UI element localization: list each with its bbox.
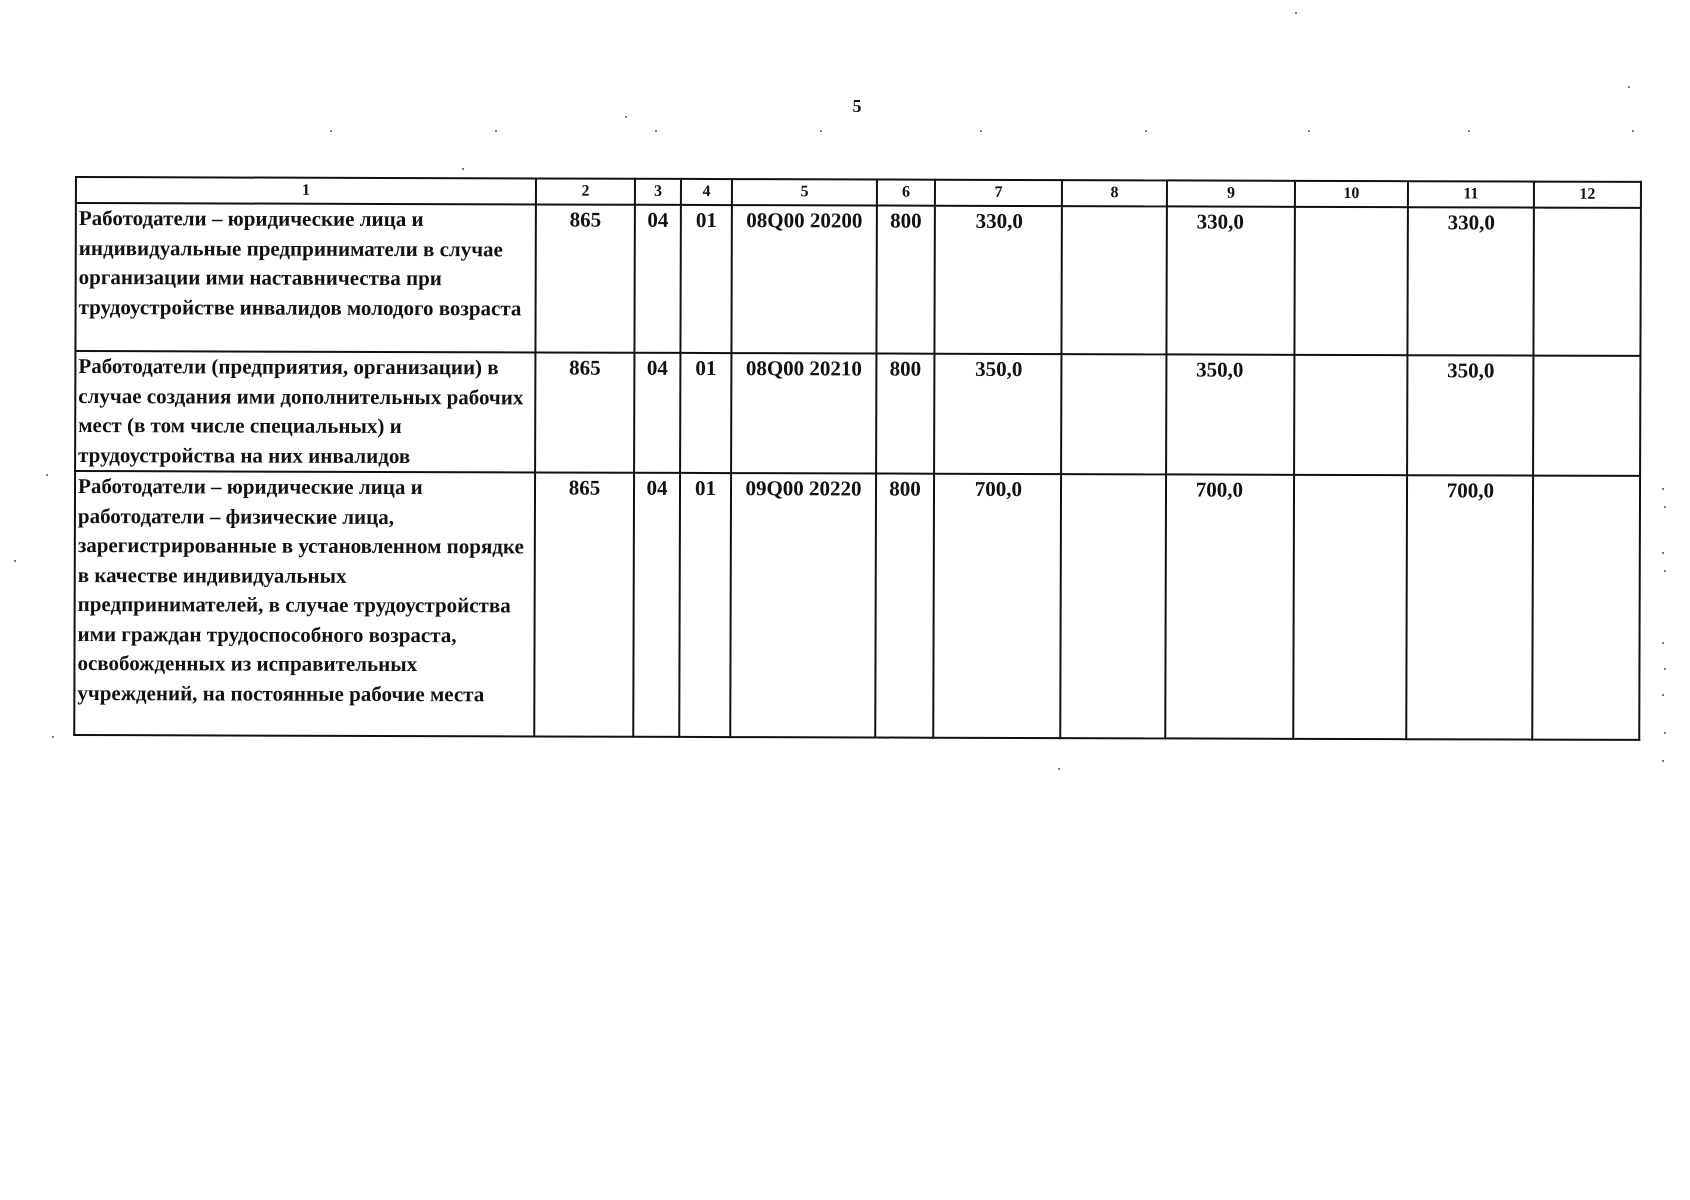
column-header: 9: [1167, 180, 1295, 206]
scan-speck: [1662, 552, 1664, 554]
scan-speck: [625, 116, 627, 118]
cell-col7: 350,0: [934, 354, 1061, 474]
scan-speck: [1308, 130, 1310, 132]
scan-speck: [1058, 768, 1060, 770]
cell-col10: [1293, 475, 1407, 739]
scan-speck: [1468, 130, 1470, 132]
scan-speck: [330, 130, 332, 132]
cell-col2: 865: [535, 352, 634, 472]
column-header: 2: [536, 178, 635, 204]
column-header: 1: [76, 177, 536, 204]
table-row: [74, 471, 1640, 740]
table-row: [75, 351, 1640, 476]
cell-col9: 700,0: [1165, 474, 1294, 738]
scan-speck: [1632, 130, 1634, 132]
page-number: 5: [852, 96, 862, 116]
cell-col2: 865: [534, 472, 634, 736]
scan-speck: [1628, 86, 1630, 88]
scan-speck: [14, 560, 16, 562]
cell-col3: 04: [634, 353, 680, 473]
cell-col4: 01: [679, 473, 731, 737]
cell-col10: [1294, 207, 1407, 355]
scan-speck: [462, 168, 464, 170]
column-header: 8: [1062, 180, 1167, 206]
row-description: Работодатели (предприятия, организации) в случае создания ими дополнительных рабочих мест (в том числе специальных) и трудоустройства на них инвалидов: [75, 351, 535, 472]
scan-speck: [1145, 130, 1147, 132]
cell-col11: 700,0: [1406, 475, 1533, 739]
scan-speck: [1662, 760, 1664, 762]
scan-speck: [1662, 642, 1664, 644]
cell-col9: 350,0: [1166, 354, 1294, 474]
cell-col6: 800: [875, 474, 934, 738]
cell-col5: 08Q00 20210: [731, 353, 876, 473]
scan-speck: [1664, 570, 1666, 572]
column-header: 11: [1408, 181, 1534, 207]
row-description: Работодатели – юридические лица и работодатели – физические лица, зарегистрированные в установленном порядке в качестве индивидуальных предпринимателей, в случае трудоустройства ими граждан трудоспособного возраста, освобожденных из исправительных учреждений, на постоянные рабочие места: [74, 471, 535, 736]
column-header: 10: [1295, 181, 1408, 207]
scan-speck: [1662, 694, 1664, 696]
cell-col2: 865: [535, 204, 634, 352]
cell-col12: [1533, 356, 1640, 476]
column-header: 3: [635, 179, 681, 205]
scan-speck: [46, 474, 48, 476]
column-header: 12: [1534, 182, 1641, 208]
cell-col6: 800: [876, 206, 934, 354]
cell-col11: 330,0: [1407, 207, 1533, 355]
cell-col5: 09Q00 20220: [730, 473, 876, 737]
budget-table: [73, 176, 1642, 741]
scan-speck: [820, 130, 822, 132]
column-header: 5: [732, 179, 877, 205]
cell-col4: 01: [680, 353, 731, 473]
cell-col9: 330,0: [1166, 206, 1294, 354]
scan-speck: [655, 130, 657, 132]
scan-speck: [52, 736, 54, 738]
scan-speck: [1664, 506, 1666, 508]
column-header: 7: [935, 180, 1062, 206]
cell-col6: 800: [876, 354, 934, 474]
cell-col5: 08Q00 20200: [731, 205, 876, 353]
scan-speck: [980, 130, 982, 132]
scan-speck: [1664, 668, 1666, 670]
cell-col12: [1532, 476, 1640, 740]
scan-speck: [1662, 488, 1664, 490]
cell-col8: [1061, 206, 1166, 354]
cell-col8: [1060, 474, 1166, 738]
cell-col11: 350,0: [1407, 355, 1533, 475]
table-row: [75, 203, 1640, 356]
row-description: Работодатели – юридические лица и индивидуальные предприниматели в случае организации ими наставничества при трудоустройстве инвалидов молодого возраста: [75, 203, 535, 352]
cell-col7: 330,0: [934, 206, 1061, 354]
cell-col12: [1533, 208, 1640, 356]
scan-speck: [1295, 12, 1297, 14]
cell-col10: [1294, 355, 1407, 475]
scan-speck: [1664, 732, 1666, 734]
cell-col3: 04: [634, 205, 680, 353]
scan-speck: [495, 130, 497, 132]
cell-col7: 700,0: [933, 474, 1061, 738]
cell-col8: [1061, 354, 1166, 474]
cell-col4: 01: [680, 205, 731, 353]
column-header: 4: [681, 179, 732, 205]
column-header: 6: [877, 180, 935, 206]
cell-col3: 04: [633, 473, 680, 737]
